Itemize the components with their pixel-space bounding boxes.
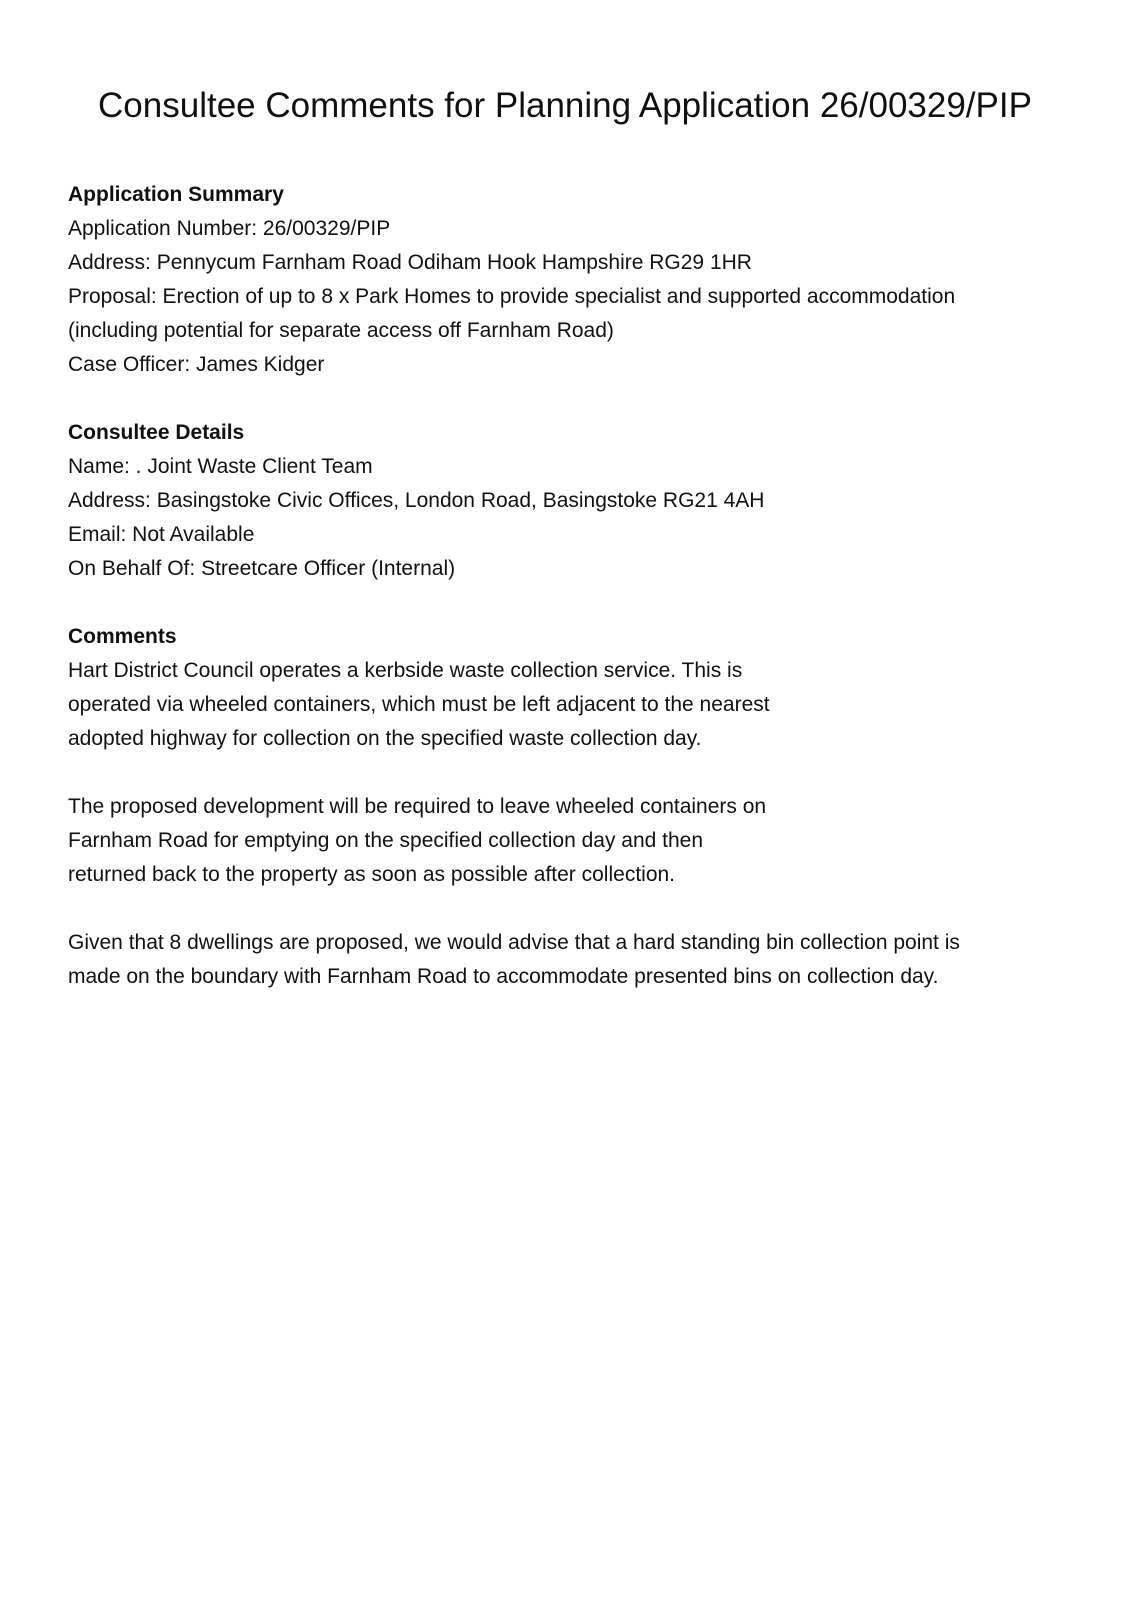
comments-section xyxy=(68,620,1068,994)
comment-line: operated via wheeled containers, which must be left adjacent to the nearest xyxy=(68,693,770,716)
consultee-details-section xyxy=(68,416,1068,586)
comment-line: Hart District Council operates a kerbside waste collection service. This is xyxy=(68,659,743,682)
case-officer: Case Officer: James Kidger xyxy=(68,353,325,376)
comment-paragraph xyxy=(68,790,1068,892)
application-summary-heading: Application Summary xyxy=(68,183,284,206)
application-number: Application Number: 26/00329/PIP xyxy=(68,217,391,240)
consultee-details-heading: Consultee Details xyxy=(68,421,245,444)
document-body xyxy=(68,178,1068,1028)
application-summary-section xyxy=(68,178,1068,382)
page-title: Consultee Comments for Planning Application 26/00329/PIP xyxy=(98,86,1032,125)
comment-line: adopted highway for collection on the specified waste collection day. xyxy=(68,727,702,750)
comment-line: The proposed development will be required to leave wheeled containers on xyxy=(68,795,767,818)
comment-line: returned back to the property as soon as possible after collection. xyxy=(68,863,676,886)
comment-paragraph xyxy=(68,654,1068,756)
proposal-line-2: (including potential for separate access off Farnham Road) xyxy=(68,319,614,342)
consultee-email: Email: Not Available xyxy=(68,523,255,546)
comment-line: made on the boundary with Farnham Road to accommodate presented bins on collection day. xyxy=(68,965,939,988)
comment-paragraph xyxy=(68,926,1068,994)
consultee-address: Address: Basingstoke Civic Offices, London Road, Basingstoke RG21 4AH xyxy=(68,489,765,512)
comments-heading: Comments xyxy=(68,625,177,648)
proposal-line-1: Proposal: Erection of up to 8 x Park Homes to provide specialist and supported accommodation xyxy=(68,285,956,308)
comment-line: Given that 8 dwellings are proposed, we would advise that a hard standing bin collection point is xyxy=(68,931,960,954)
application-address: Address: Pennycum Farnham Road Odiham Hook Hampshire RG29 1HR xyxy=(68,251,752,274)
consultee-name: Name: . Joint Waste Client Team xyxy=(68,455,373,478)
consultee-on-behalf-of: On Behalf Of: Streetcare Officer (Internal) xyxy=(68,557,456,580)
comment-line: Farnham Road for emptying on the specified collection day and then xyxy=(68,829,704,852)
